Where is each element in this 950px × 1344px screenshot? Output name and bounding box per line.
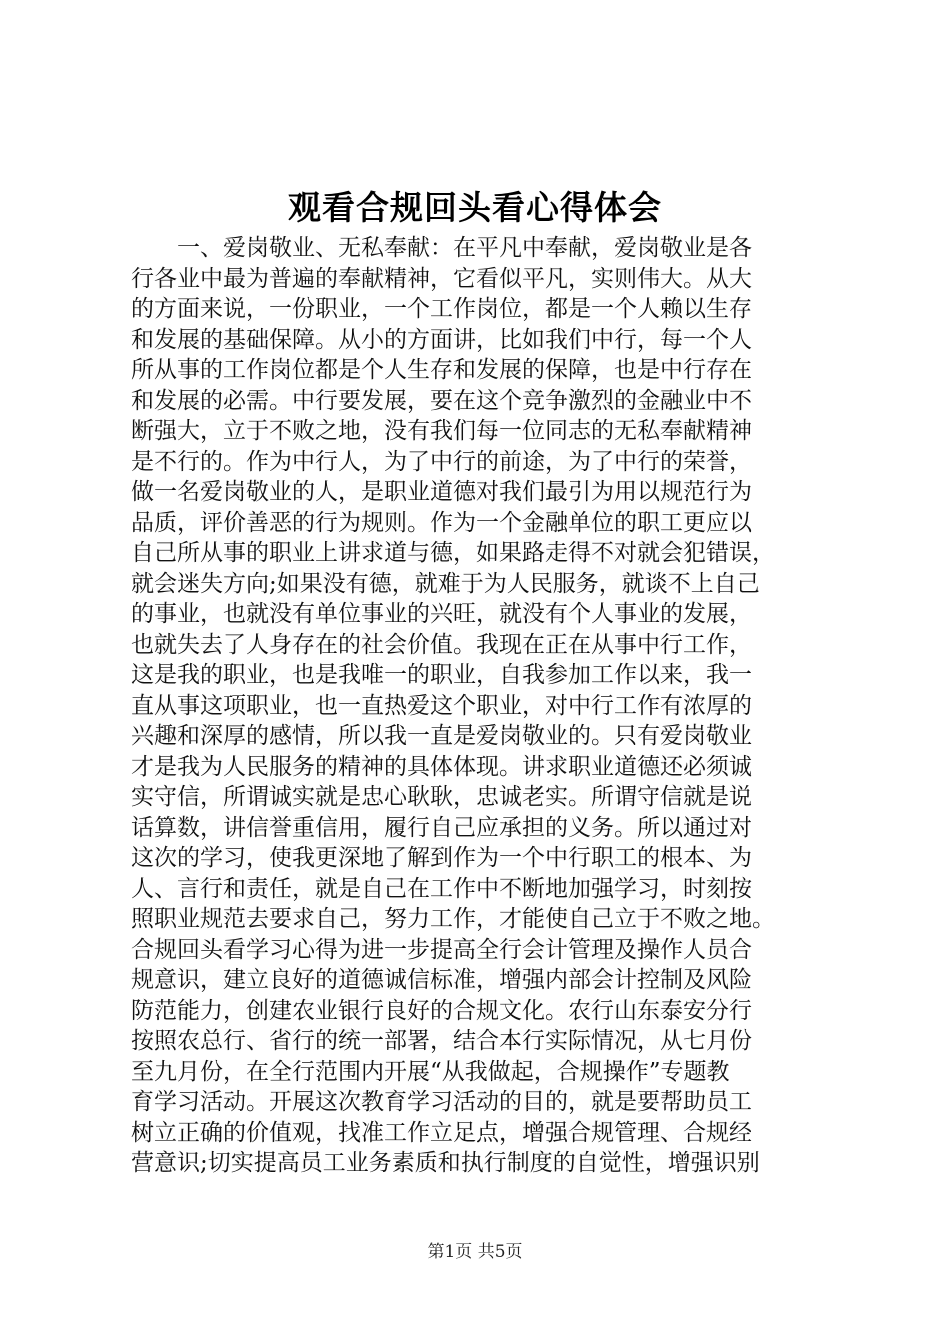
body-line: 是不行的。作为中行人，为了中行的前途，为了中行的荣誉，	[131, 448, 752, 475]
body-line: 的事业，也就没有单位事业的兴旺，就没有个人事业的发展，	[131, 601, 752, 627]
body-line: 也就失去了人身存在的社会价值。我现在正在从事中行工作，	[131, 631, 752, 658]
body-line: 行各业中最为普遍的奉献精神，它看似平凡，实则伟大。从大	[131, 265, 752, 292]
body-line: 所从事的工作岗位都是个人生存和发展的保障，也是中行存在	[131, 357, 752, 383]
body-line: 才是我为人民服务的精神的具体体现。讲求职业道德还必须诚	[131, 753, 752, 780]
body-line: 和发展的基础保障。从小的方面讲，比如我们中行，每一个人	[131, 326, 752, 353]
body-line: 和发展的必需。中行要发展，要在这个竞争激烈的金融业中不	[131, 387, 752, 414]
document-body	[131, 233, 831, 1179]
body-line: 规意识，建立良好的道德诚信标准，增强内部会计控制及风险	[131, 967, 752, 993]
body-line: 断强大，立于不败之地，没有我们每一位同志的无私奉献精神	[131, 418, 752, 444]
body-line: 直从事这项职业，也一直热爱这个职业，对中行工作有浓厚的	[131, 692, 752, 719]
body-line: 自己所从事的职业上讲求道与德，如果路走得不对就会犯错误，	[131, 540, 775, 566]
body-line: 话算数，讲信誉重信用，履行自己应承担的义务。所以通过对	[131, 814, 752, 841]
body-line: 按照农总行、省行的统一部署，结合本行实际情况，从七月份	[131, 1028, 752, 1054]
page-footer: 第1页 共5页	[427, 1242, 523, 1262]
body-line: 至九月份，在全行范围内开展“从我做起，合规操作”专题教	[131, 1058, 730, 1085]
body-line: 这是我的职业，也是我唯一的职业，自我参加工作以来，我一	[131, 662, 752, 688]
body-line: 人、言行和责任，就是自己在工作中不断地加强学习，时刻按	[131, 875, 752, 902]
body-line: 就会迷失方向;如果没有德，就难于为人民服务，就谈不上自己	[131, 570, 760, 597]
body-line: 品质，评价善恶的行为规则。作为一个金融单位的职工更应以	[131, 509, 752, 536]
body-line: 的方面来说，一份职业，一个工作岗位，都是一个人赖以生存	[131, 296, 752, 322]
body-line: 树立正确的价值观，找准工作立足点，增强合规管理、合规经	[131, 1119, 752, 1146]
body-line: 合规回头看学习心得为进一步提高全行会计管理及操作人员合	[131, 936, 752, 963]
body-line: 这次的学习，使我更深地了解到作为一个中行职工的根本、为	[131, 845, 752, 871]
body-line: 防范能力，创建农业银行良好的合规文化。农行山东泰安分行	[131, 997, 752, 1024]
body-line: 一、爱岗敬业、无私奉献：在平凡中奉献，爱岗敬业是各	[177, 235, 752, 261]
body-line: 做一名爱岗敬业的人，是职业道德对我们最引为用以规范行为	[131, 479, 752, 505]
body-line: 兴趣和深厚的感情，所以我一直是爱岗敬业的。只有爱岗敬业	[131, 723, 752, 749]
document-title: 观看合规回头看心得体会	[288, 188, 662, 227]
body-line: 实守信，所谓诚实就是忠心耿耿，忠诚老实。所谓守信就是说	[131, 784, 752, 810]
body-line: 营意识;切实提高员工业务素质和执行制度的自觉性，增强识别	[131, 1150, 760, 1176]
body-line: 育学习活动。开展这次教育学习活动的目的，就是要帮助员工	[131, 1089, 752, 1115]
body-line: 照职业规范去要求自己，努力工作，才能使自己立于不败之地。	[131, 906, 775, 932]
